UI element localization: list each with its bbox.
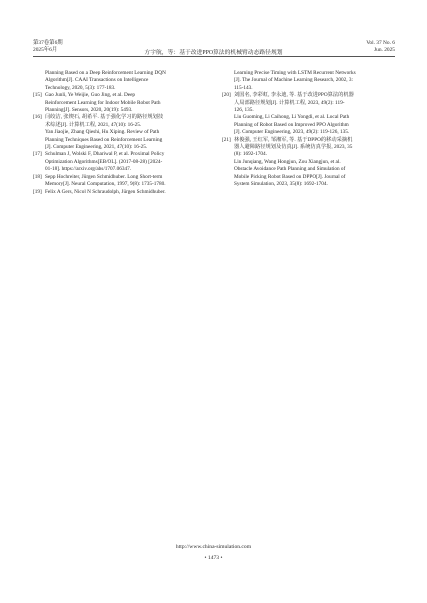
reference-line: 器人避障路径规划及仿真[J]. 系统仿真学报, 2023, 35 <box>234 144 353 151</box>
reference-entry <box>33 70 203 92</box>
reference-line: Technology, 2020, 5(3): 177-183. <box>45 84 116 91</box>
reference-line: [J]. Computer Engineering, 2023, 49(2): 119-126, 135. <box>234 129 350 136</box>
reference-line: 人局部路径规划[J]. 计算机工程, 2023, 49(2): 119- <box>234 99 345 106</box>
reference-line: 术综述[J]. 计算机工程, 2021, 47(10): 16-25. <box>45 121 142 128</box>
reference-line: Yan Jiaojie, Zhang Qieshi, Hu Xiping. Review of Path <box>45 129 160 136</box>
reference-line: 刘国名, 李彩虹, 李永迪, 等. 基于改进PPO算法的机器 <box>234 92 354 99</box>
reference-line: 126, 135. <box>234 107 254 114</box>
reference-entry <box>33 92 203 114</box>
header-date: 2025年6月 <box>33 47 58 54</box>
reference-number: [17] <box>33 151 42 158</box>
reference-number: [21] <box>222 136 231 143</box>
reference-number: [15] <box>33 92 42 99</box>
reference-line: 01-18]. https://arxiv.org/abs/1707.06347. <box>45 166 132 173</box>
header-right <box>366 40 395 55</box>
reference-line: Sepp Hochreiter, Jürgen Schmidhuber. Long Short-term <box>45 173 163 180</box>
reference-line: 115-143. <box>234 84 253 91</box>
reference-line: Reinforcement Learning for Indoor Mobile Robot Path <box>45 99 161 106</box>
reference-line: Schulman J, Wolski F, Dhariwal P, et al. Proximal Policy <box>45 151 165 158</box>
reference-entry <box>33 114 203 151</box>
footer-url[interactable]: http://www.china-simulation.com <box>175 544 252 550</box>
reference-line: Lin Junqiang, Wang Hongjun, Zou Xiangjun, et al. <box>234 158 341 165</box>
reference-line: Planning Techniques Based on Reinforcement Learning <box>45 136 163 143</box>
running-title: 方宇航，等：基于改进PPO算法的机械臂动态路径规划 <box>144 50 283 56</box>
reference-line: Planning of Robot Based on Improved PPO Algorithm <box>234 121 349 128</box>
reference-entry <box>222 70 394 92</box>
header-volume-en: Vol. 37 No. 6 <box>366 40 395 46</box>
reference-line: [J]. The Journal of Machine Learning Research, 2002, 3: <box>234 77 354 84</box>
reference-line: Planning[J]. Sensors, 2020, 20(19): 5493. <box>45 107 133 114</box>
reference-entry <box>222 137 394 189</box>
reference-line: Learning Precise Timing with LSTM Recurrent Networks <box>234 70 356 76</box>
reference-number: [18] <box>33 173 42 180</box>
reference-line: Mobile Picking Robot Based on DPPO[J]. Journal of <box>234 173 346 180</box>
reference-line: Gao Junli, Ye Weijie, Guo Jing, et al. Deep <box>45 92 136 99</box>
reference-line: Obstacle Avoidance Path Planning and Simulation of <box>234 166 346 173</box>
header-volume: 第37卷第6期 <box>33 40 63 46</box>
header-rule <box>33 56 395 57</box>
reference-line: 林俊强, 王红军, 邹湘军, 等. 基于DPPO的移动采摘机 <box>234 136 353 143</box>
reference-line: Optimization Algorithms[EB/OL]. (2017-08-28) [2024- <box>45 158 163 165</box>
reference-line: [J]. Computer Engineering, 2021, 47(10): 16-25. <box>45 144 148 151</box>
reference-line: Memory[J]. Neural Computation, 1997, 9(8): 1735-1780. <box>45 181 166 188</box>
page-number: • 1473 • <box>204 555 223 561</box>
reference-line: Felix A Gers, Nicol N Schraudolph, Jürgen Schmidhuber. <box>45 188 166 195</box>
reference-entry <box>33 189 203 196</box>
reference-entry <box>33 151 203 173</box>
reference-line: 闫皎洁, 张锲石, 胡希平. 基于强化学习的路径规划技 <box>45 114 164 121</box>
reference-entry <box>33 174 203 189</box>
header-date-en: Jun. 2025 <box>374 47 395 54</box>
reference-line: System Simulation, 2023, 35(8): 1692-1704. <box>234 181 328 188</box>
reference-number: [16] <box>33 114 42 121</box>
reference-line: Planning Based on a Deep Reinforcement Learning DQN <box>45 70 166 76</box>
reference-line: (8): 1692-1704. <box>234 151 267 158</box>
reference-line: Algorithm[J]. CAAI Transactions on Intelligence <box>45 77 149 84</box>
reference-number: [19] <box>33 188 42 195</box>
reference-entry <box>222 92 394 136</box>
references-right-column <box>222 70 394 189</box>
reference-number: [20] <box>222 92 231 99</box>
reference-line: Liu Guoming, Li Caihong, Li Yongdi, et al. Local Path <box>234 114 350 121</box>
references-left-column <box>33 70 203 196</box>
